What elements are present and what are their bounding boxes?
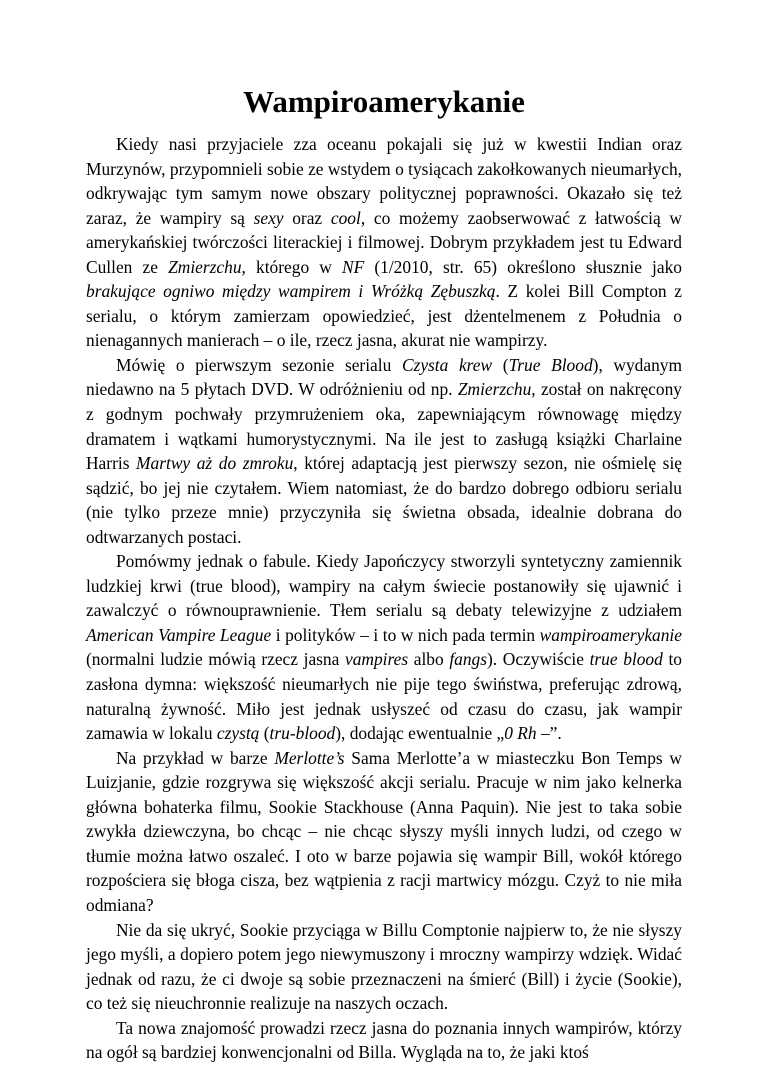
text-run: ), wydanym niedawno na 5 płytach DVD. W odróżnieniu od np. <box>86 354 683 400</box>
italic-text: American Vampire League <box>86 624 272 645</box>
text-run: ). Oczywiście <box>487 649 590 670</box>
italic-text: Czysta krew <box>401 354 493 375</box>
italic-text: cool <box>330 207 361 228</box>
text-run: Sama Merlotte’a w miasteczku Bon Temps w Luizjanie, gdzie rozgrywa się większość akcji serialu. Pracuje w nim jako kelnerka główna bohaterka filmu, Sookie Stackhouse (Anna Paquin). Nie jest to taka sobie zwykła dziewczyna, bo chcąc – nie chcąc słyszy myśli innych ludzi, od czego w tłumie można łatwo oszaleć. I oto w barze pojawia się wampir Bill, wokół którego rozpościera się błoga cisza, bez wątpienia z racji martwicy mózgu. Czyż to nie miła odmiana? <box>86 747 682 915</box>
text-run: ”. <box>549 723 562 744</box>
italic-text: fangs <box>449 649 488 670</box>
text-run: ( <box>259 723 270 744</box>
italic-text: true blood <box>589 649 663 670</box>
paragraph <box>86 353 682 549</box>
text-run: Na przykład w barze <box>116 747 275 768</box>
text-run: Ta nowa znajomość prowadzi rzecz jasna do poznania innych wampirów, którzy na ogół są bardziej konwencjonalni od Billa. Wygląda na to, że jaki ktoś <box>86 1017 682 1063</box>
article-body <box>86 132 682 1065</box>
text-run: ), dodając ewentualnie „ <box>335 723 505 744</box>
text-run: . Z kolei Bill Compton z serialu, o którym zamierzam opowiedzieć, jest dżentelmenem z Południa o nienagannych manierach – o ile, rzecz jasna, akurat nie wampirzy. <box>86 281 682 351</box>
italic-text: Martwy aż do zmroku <box>136 453 294 474</box>
italic-text: 0 Rh – <box>504 723 550 744</box>
italic-text: Zmierzchu <box>168 256 242 277</box>
paragraph <box>86 549 682 745</box>
italic-text: NF <box>341 256 365 277</box>
text-run: albo <box>408 649 450 670</box>
italic-text: vampires <box>345 649 409 670</box>
paragraph <box>86 1016 682 1065</box>
text-run: ( <box>492 354 509 375</box>
paragraph <box>86 132 682 353</box>
text-run: , co możemy zaobserwować z łatwością w amerykańskiej twórczości literackiej i filmowej. Dobrym przykładem jest tu Edward Cullen ze <box>86 207 682 277</box>
text-run: Kiedy nasi przyjaciele zza oceanu pokajali się już w kwestii Indian oraz Murzynów, przypomnieli sobie ze wstydem o tysiącach zakołkowanych nieumarłych, odkrywając tym samym nowe obszary politycznej poprawności. Okazało się też zaraz, że wampiry są <box>86 134 682 228</box>
italic-text: czystą <box>216 723 260 744</box>
text-run: to zasłona dymna: większość nieumarłych nie pije tego świństwa, preferując zdrową, naturalną żywność. Miło jest jednak usłyszeć od czasu do czasu, jak wampir zamawia w lokalu <box>86 649 682 744</box>
italic-text: brakujące ogniwo między wampirem i Wróżką Zębuszką <box>86 281 496 302</box>
text-run: Nie da się ukryć, Sookie przyciąga w Billu Comptonie najpierw to, że nie słyszy jego myśli, a dopiero potem jego niewymuszony i mroczny wampirzy wdzięk. Widać jednak od razu, że ci dwoje są sobie przeznaczeni na śmierć (Bill) i życie (Sookie), co też się nieuchronnie realizuje na naszych oczach. <box>86 919 682 1014</box>
text-run: , którego w <box>241 256 342 277</box>
text-run: Pomówmy jednak o fabule. Kiedy Japończycy stworzyli syntetyczny zamiennik ludzkiej krwi (true blood), wampiry na całym świecie postanowiły się ujawnić i zawalczyć o równouprawnienie. Tłem serialu są debaty telewizyjne z udziałem <box>86 551 682 621</box>
text-run: Mówię o pierwszym sezonie serialu <box>116 354 402 375</box>
text-run: , której adaptacją jest pierwszy sezon, nie ośmielę się sądzić, bo jej nie czytałem. Wiem natomiast, że do bardzo dobrego odbioru serialu (nie tylko przeze mnie) przyczyniła się świetna obsada, idealnie dobrana do odtwarzanych postaci. <box>86 453 682 547</box>
italic-text: Zmierzchu <box>457 379 532 400</box>
text-run: i polityków – i to w nich pada termin <box>271 624 540 645</box>
paragraph <box>86 918 682 1016</box>
text-run: (1/2010, str. 65) określono słusznie jako <box>364 256 682 277</box>
paragraph <box>86 746 682 918</box>
italic-text: tru-blood <box>269 723 336 744</box>
italic-text: sexy <box>253 207 284 228</box>
italic-text: wampiroamerykanie <box>539 624 682 645</box>
italic-text: True Blood <box>508 354 593 375</box>
italic-text: Merlotte’s <box>274 747 345 768</box>
article-title: Wampiroamerykanie <box>243 84 525 119</box>
text-run: oraz <box>283 207 331 228</box>
text-run: (normalni ludzie mówią rzecz jasna <box>86 649 345 670</box>
text-run: , został on nakręcony z godnym pochwały przymrużeniem oka, zapewniającym równowagę między dramatem i wątkami humorystycznymi. Na ile jest to zasługą książki Charlaine Harris <box>86 379 682 474</box>
